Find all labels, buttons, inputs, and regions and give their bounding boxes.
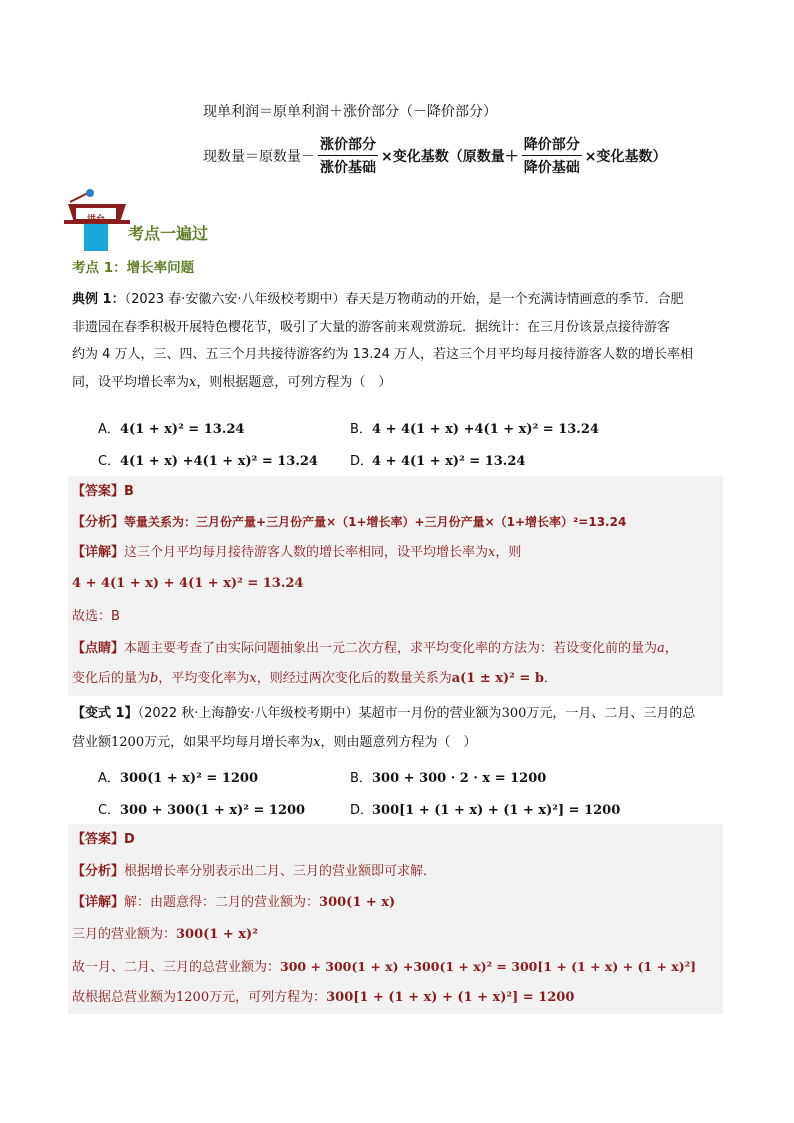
option-label: A． (98, 771, 120, 786)
detail-equation-2: 300(1 + x)² (176, 927, 258, 942)
option-expr: 300 + 300(1 + x)² = 1200 (120, 803, 306, 818)
sub-title: 考点 1：增长率问题 (72, 260, 195, 276)
variant1-analysis (72, 862, 436, 882)
variant1-option-d (350, 799, 620, 818)
option-expr: 300(1 + x)² = 1200 (120, 771, 258, 786)
fraction-drop-denominator: 降价基础 (523, 160, 580, 176)
example1-choose (72, 607, 120, 627)
variant1-option-b (350, 767, 546, 786)
note-line2-a: 变化后的量为 (72, 671, 151, 686)
detail-var-x: x (488, 545, 496, 560)
variant1-option-a (98, 767, 258, 786)
analysis-tag: 【分析】 (72, 864, 125, 879)
formula-qty-prefix: 现数量＝原数量－ (203, 148, 315, 165)
note-line2-b: ，平均变化率为 (158, 671, 250, 686)
example1-heading: 典例 1： (72, 292, 125, 307)
example1-question (72, 286, 732, 396)
detail-num-1200: 1200 (176, 990, 210, 1005)
variant1-answer (72, 830, 135, 850)
detail-equation-3: 300 + 300(1 + x) +300(1 + x)² = 300[1 + (1 + x) + (1 + x)²] (280, 959, 697, 974)
example1-line4b: ，则根据题意，可列方程为（ ） (196, 374, 392, 390)
variant1-detail-line4 (72, 988, 574, 1008)
formula-profit (203, 101, 497, 121)
detail-text: 解：由题意得：二月的营业额为： (124, 895, 320, 910)
option-label: A． (98, 422, 120, 437)
example1-line3: 约为 4 万人，三、四、五三个月共接待游客约为 13.24 万人，若这三个月平均每月接待游客人数的增长率相 (72, 347, 694, 362)
option-label: D． (350, 803, 374, 818)
option-expr: 4 + 4(1 + x) +4(1 + x)² = 13.24 (372, 422, 599, 437)
example1-analysis (72, 512, 626, 533)
option-label: C． (98, 454, 121, 469)
detail-text: 这三个月平均每月接待游客人数的增长率相同，设平均增长率为 (124, 545, 489, 560)
note-equation: a(1 ± x)² = b (451, 671, 544, 686)
option-label: B． (350, 771, 372, 786)
detail-equation-1: 300(1 + x) (319, 895, 396, 910)
variant1-line1b: 万元，一月、二月、三月的总 (526, 706, 696, 721)
variant1-num-300: 300 (501, 706, 527, 721)
answer-tag: 【答案】 (72, 832, 125, 847)
example1-option-d (350, 450, 525, 469)
example1-note (72, 639, 678, 659)
variant1-solution-band (68, 824, 723, 1014)
example1-line1: （2023 春·安徽六安·八年级校考期中）春天是万物萌动的开始，是一个充满诗情画意的季节．合肥 (124, 292, 684, 307)
variant1-line2a: 营业额 (72, 735, 112, 750)
option-expr: 4 + 4(1 + x)² = 13.24 (372, 454, 526, 469)
note-tag: 【点睛】 (72, 641, 125, 656)
variant1-line2b: 万元，如果平均每月增长率为 (144, 735, 314, 750)
answer-value: D (124, 832, 135, 847)
note-text: 本题主要考查了由实际问题抽象出一元二次方程，求平均变化率的方法为：若设变化前的量为 (124, 641, 658, 656)
detail-line3-text: 故一月、二月、三月的总营业额为： (72, 960, 281, 975)
example1-detail (72, 543, 521, 563)
analysis-text: 等量关系为：三月份产量+三月份产量×（1+增长率）+三月份产量×（1+增长率）²=13.24 (124, 515, 627, 529)
section-title: 考点一遍过 (128, 224, 209, 243)
variant1-heading: 【变式 1】 (72, 706, 138, 721)
detail-line2-text: 三月的营业额为： (72, 927, 177, 942)
detail-tag: 【详解】 (72, 545, 125, 560)
detail-tag: 【详解】 (72, 895, 125, 910)
formula-qty-mid: ×变化基数（原数量＋ (381, 148, 519, 165)
answer-tag: 【答案】 (72, 484, 125, 499)
fraction-raise-numerator: 涨价部分 (318, 134, 378, 156)
note-line2-c: ，则经过两次变化后的数量关系为 (256, 671, 452, 686)
option-label: C． (98, 803, 121, 818)
analysis-text: 根据增长率分别表示出二月、三月的营业额即可求解． (124, 864, 437, 879)
variant1-detail-line3 (72, 957, 696, 978)
fraction-drop (522, 134, 582, 177)
fraction-raise (318, 134, 378, 177)
variant1-var-x: x (313, 735, 321, 750)
fraction-drop-numerator: 降价部分 (522, 134, 582, 156)
formula-profit-text: 现单利润＝原单利润＋涨价部分（－降价部分） (203, 104, 497, 120)
example1-option-c (98, 450, 318, 469)
example1-detail-equation (72, 574, 303, 594)
option-expr: 4(1 + x) +4(1 + x)² = 13.24 (120, 454, 318, 469)
detail-text-end: ，则 (495, 545, 522, 560)
option-label: D． (350, 454, 374, 469)
example1-var-x: x (189, 374, 197, 390)
note-var-x: x (249, 671, 257, 686)
option-expr: 4(1 + x)² = 13.24 (120, 422, 245, 437)
detail-line4-a: 故根据总营业额为 (72, 990, 177, 1005)
choose-text: 故选：B (72, 609, 120, 624)
option-expr: 300[1 + (1 + x) + (1 + x)²] = 1200 (372, 803, 621, 818)
example1-line2: 非遗园在春季积极开展特色樱花节，吸引了大量的游客前来观赏游玩．据统计：在三月份该景点接待游客 (72, 319, 671, 335)
note-text-end: ， (664, 641, 678, 656)
detail-equation-4: 300[1 + (1 + x) + (1 + x)²] = 1200 (326, 990, 575, 1005)
note-line2-end: ． (543, 671, 557, 686)
option-label: B． (350, 422, 372, 437)
note-var-b: b (150, 671, 159, 686)
example1-option-a (98, 418, 244, 437)
variant1-line1 (72, 704, 695, 724)
formula-quantity (203, 134, 666, 177)
option-expr: 300 + 300 · 2 · x = 1200 (372, 771, 547, 786)
example1-option-b (350, 418, 599, 437)
example1-line4a: 同，设平均增长率为 (72, 374, 190, 390)
variant1-line2 (72, 733, 476, 753)
detail-line4-b: 万元，可列方程为： (209, 990, 327, 1005)
variant1-detail (72, 893, 395, 913)
detail-equation: 4 + 4(1 + x) + 4(1 + x)² = 13.24 (72, 576, 304, 591)
podium-label: 讲台 (86, 215, 105, 225)
example1-answer (72, 482, 134, 502)
fraction-raise-denominator: 涨价基础 (320, 160, 376, 176)
note-var-a: a (657, 641, 665, 656)
formula-qty-suffix: ×变化基数） (584, 148, 667, 165)
variant1-detail-line2 (72, 925, 258, 945)
example1-note-line2 (72, 669, 557, 689)
variant1-line1a: （2022 秋·上海静安·八年级校考期中）某超市一月份的营业额为 (137, 706, 502, 721)
answer-value: B (124, 484, 134, 499)
variant1-num-1200: 1200 (111, 735, 145, 750)
variant1-line2c: ，则由题意列方程为（ ） (320, 735, 477, 750)
analysis-tag: 【分析】 (72, 515, 125, 530)
variant1-option-c (98, 799, 305, 818)
